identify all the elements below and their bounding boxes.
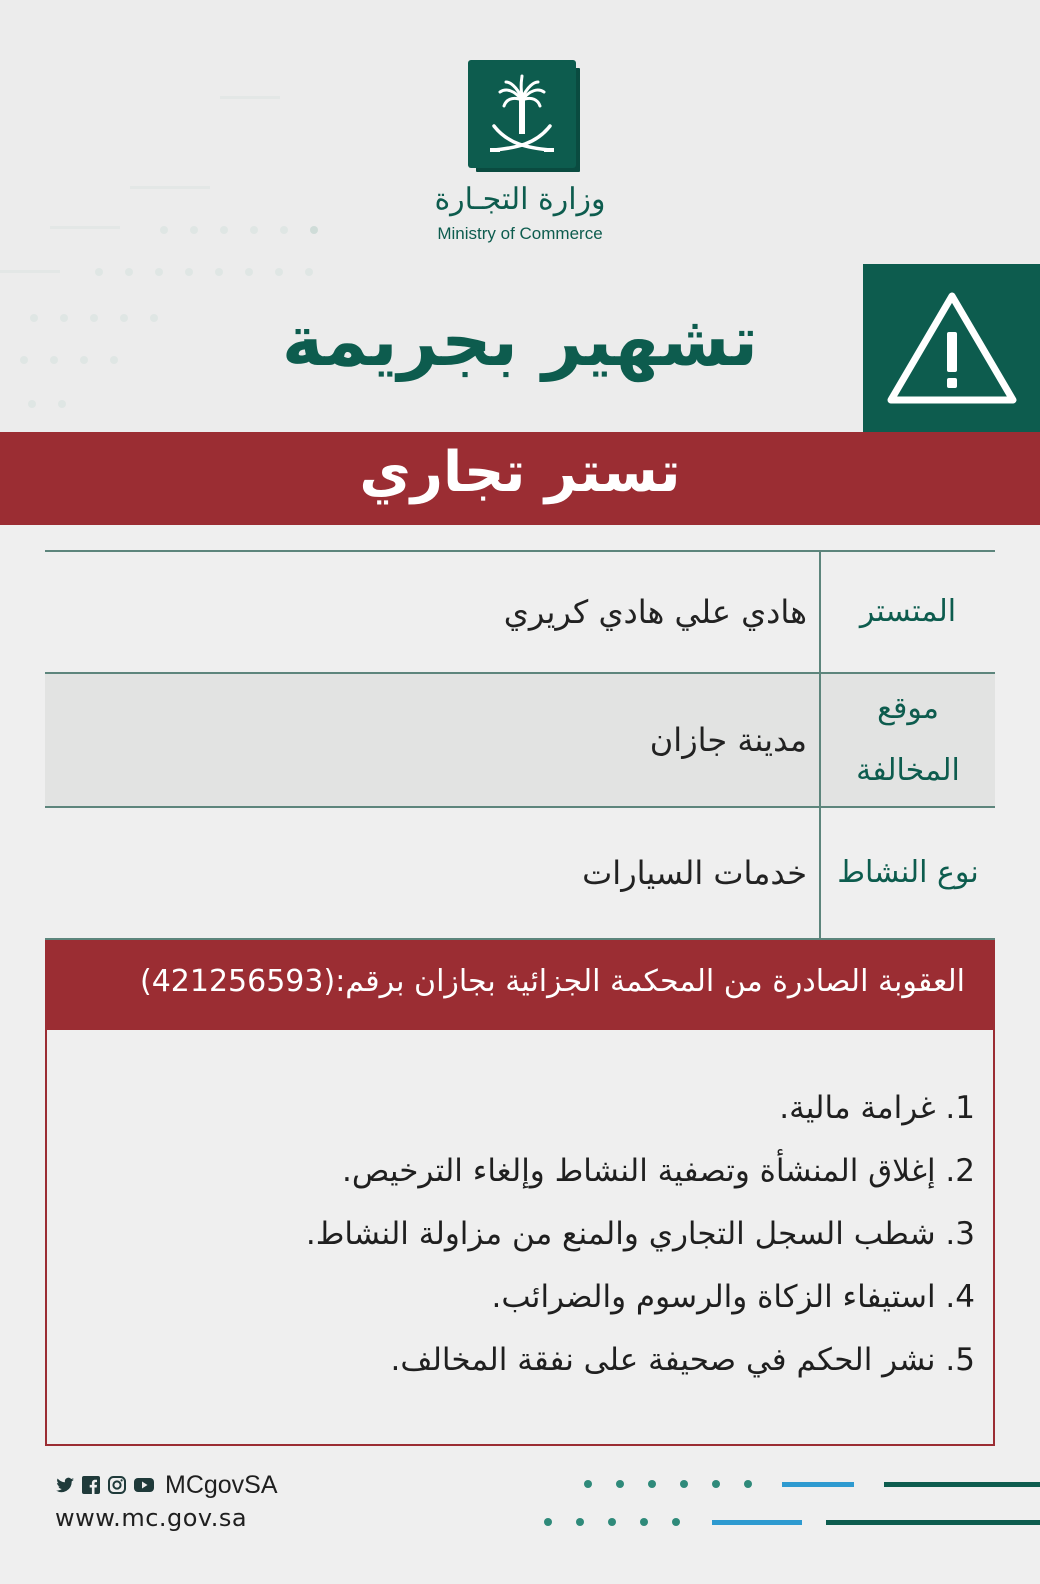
social-links: [55, 1470, 278, 1500]
decorative-line: [826, 1520, 1040, 1525]
list-item: 2. إغلاق المنشأة وتصفية النشاط وإلغاء الترخيص.: [342, 1153, 975, 1189]
decorative-dot: [58, 400, 66, 408]
violator-info-table: [45, 550, 995, 940]
ministry-name-english: Ministry of Commerce: [437, 224, 603, 243]
list-item: 1. غرامة مالية.: [779, 1090, 975, 1126]
warning-triangle-icon: [885, 288, 1019, 410]
decorative-dot: [250, 226, 258, 234]
decorative-dot: [110, 356, 118, 364]
decorative-line: [220, 96, 280, 99]
list-item: 4. استيفاء الزكاة والرسوم والضرائب.: [491, 1279, 975, 1315]
penalty-list: [75, 1086, 975, 1401]
decorative-dot: [28, 400, 36, 408]
decorative-dot: [275, 268, 283, 276]
table-row: [45, 552, 995, 674]
decorative-dot: [60, 314, 68, 322]
table-row: [45, 674, 995, 808]
decorative-dot: [616, 1480, 624, 1488]
decorative-dot: [160, 226, 168, 234]
decorative-dot: [744, 1480, 752, 1488]
decorative-dot: [190, 226, 198, 234]
decorative-dot: [185, 268, 193, 276]
decorative-dot: [120, 314, 128, 322]
crime-type-label: تستر تجاري: [359, 440, 681, 505]
website-link[interactable]: www.mc.gov.sa: [55, 1504, 248, 1532]
decorative-dot: [95, 268, 103, 276]
row-value-violator: هادي علي هادي كريري: [503, 593, 807, 631]
decorative-dot: [310, 226, 318, 234]
decorative-dot: [80, 356, 88, 364]
row-value-location: مدينة جازان: [649, 721, 807, 759]
decorative-dot: [245, 268, 253, 276]
twitter-icon[interactable]: [55, 1475, 75, 1495]
decorative-dot: [584, 1480, 592, 1488]
decorative-line: [50, 226, 120, 229]
list-item: 5. نشر الحكم في صحيفة على نفقة المخالف.: [390, 1342, 975, 1378]
decorative-dot: [90, 314, 98, 322]
instagram-icon[interactable]: [107, 1475, 127, 1495]
decorative-dot: [150, 314, 158, 322]
page-title: تشهير بجريمة: [281, 300, 759, 382]
decorative-dot: [672, 1518, 680, 1526]
footer: [55, 1470, 278, 1532]
decorative-dot: [50, 356, 58, 364]
decorative-dot: [125, 268, 133, 276]
decorative-dot: [544, 1518, 552, 1526]
row-value-activity: خدمات السيارات: [582, 854, 807, 892]
decorative-dot: [648, 1480, 656, 1488]
palm-swords-icon: [468, 60, 576, 168]
youtube-icon[interactable]: [133, 1475, 155, 1495]
decorative-dot: [215, 268, 223, 276]
decorative-line: [0, 270, 60, 273]
decorative-line: [130, 186, 210, 189]
ministry-emblem: [468, 60, 576, 168]
decorative-dot: [220, 226, 228, 234]
social-handle[interactable]: MCgovSA: [165, 1470, 278, 1499]
decorative-line: [782, 1482, 854, 1487]
penalty-header: [47, 942, 993, 1030]
decorative-dot: [30, 314, 38, 322]
table-row: [45, 808, 995, 940]
decorative-dot: [155, 268, 163, 276]
decorative-dot: [20, 356, 28, 364]
row-label-activity: نوع النشاط: [819, 808, 995, 938]
crime-type-banner: [0, 432, 1040, 525]
decorative-dot: [640, 1518, 648, 1526]
decorative-dot: [280, 226, 288, 234]
row-label-violator: المتستر: [819, 552, 995, 672]
penalty-heading: العقوبة الصادرة من المحكمة الجزائية بجازان برقم:(421256593): [139, 964, 965, 999]
row-label-location: موقع المخالفة: [819, 674, 995, 806]
list-item: 3. شطب السجل التجاري والمنع من مزاولة النشاط.: [305, 1216, 975, 1252]
warning-panel: [863, 264, 1040, 432]
ministry-name-arabic: وزارة التجـارة: [434, 182, 606, 217]
decorative-dot: [712, 1480, 720, 1488]
facebook-icon[interactable]: [81, 1475, 101, 1495]
decorative-dot: [305, 268, 313, 276]
decorative-dot: [576, 1518, 584, 1526]
decorative-dot: [680, 1480, 688, 1488]
decorative-line: [712, 1520, 802, 1525]
decorative-dot: [608, 1518, 616, 1526]
decorative-line: [884, 1482, 1040, 1487]
penalty-box: [45, 940, 995, 1446]
